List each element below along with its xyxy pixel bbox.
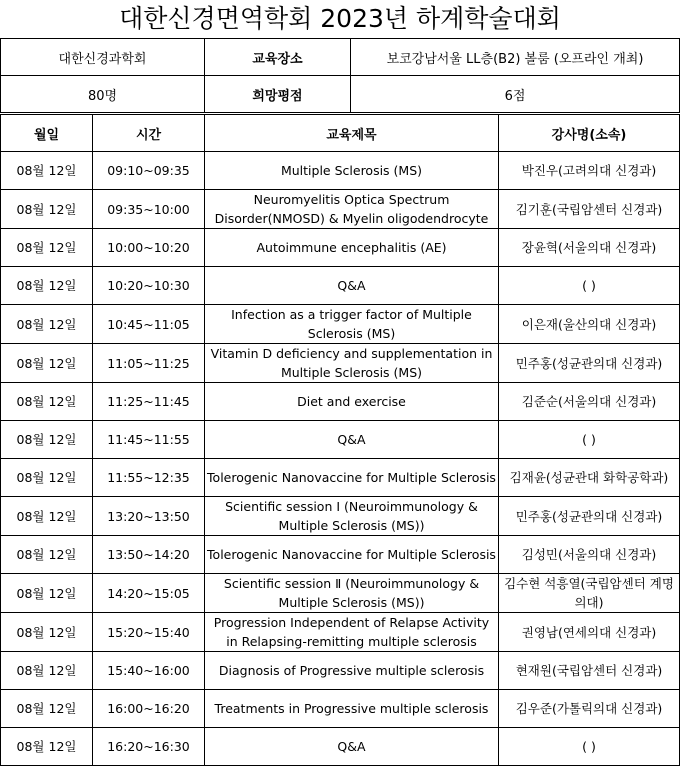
date-cell: 08월 12일 [1, 459, 93, 497]
event-info-table [0, 38, 680, 113]
date-cell: 08월 12일 [1, 613, 93, 652]
page-title: 대한신경면역학회 2023년 하계학술대회 [119, 4, 561, 33]
time-cell: 15:40~16:00 [93, 652, 205, 690]
topic-cell: Q&A [205, 728, 499, 766]
topic-cell: Autoimmune encephalitis (AE) [205, 229, 499, 267]
topic-cell: Progression Independent of Relapse Activity in Relapsing-remitting multiple sclerosis [205, 613, 499, 652]
speaker-cell: 민주홍(성균관의대 신경과) [499, 497, 680, 536]
column-header-time: 시간 [93, 115, 205, 152]
speaker-cell: 김재윤(성균관대 화학공학과) [499, 459, 680, 497]
table-row [1, 229, 680, 267]
topic-cell: Neuromyelitis Optica Spectrum Disorder(NMOSD) & Myelin oligodendrocyte [205, 190, 499, 229]
topic-cell: Diagnosis of Progressive multiple sclerosis [205, 652, 499, 690]
date-cell: 08월 12일 [1, 728, 93, 766]
topic-cell: Scientific session Ⅰ (Neuroimmunology & Multiple Sclerosis (MS)) [205, 497, 499, 536]
location-label: 교육장소 [205, 39, 351, 76]
schedule-table [0, 114, 680, 766]
date-cell: 08월 12일 [1, 652, 93, 690]
time-cell: 16:20~16:30 [93, 728, 205, 766]
table-row [1, 613, 680, 652]
speaker-cell: 현재원(국립암센터 신경과) [499, 652, 680, 690]
info-row-location [1, 39, 680, 76]
date-cell: 08월 12일 [1, 152, 93, 190]
rating-label: 희망평점 [205, 76, 351, 113]
topic-cell: Diet and exercise [205, 383, 499, 421]
time-cell: 11:05~11:25 [93, 344, 205, 383]
date-cell: 08월 12일 [1, 536, 93, 574]
column-header-date: 월일 [1, 115, 93, 152]
speaker-cell: ( ) [499, 421, 680, 459]
column-header-topic: 교육제목 [205, 115, 499, 152]
location-value: 보코강남서울 LL층(B2) 볼룸 (오프라인 개최) [351, 39, 680, 76]
topic-cell: Multiple Sclerosis (MS) [205, 152, 499, 190]
table-row [1, 267, 680, 305]
capacity-value: 80명 [1, 76, 205, 113]
table-row [1, 574, 680, 613]
speaker-cell: 박진우(고려의대 신경과) [499, 152, 680, 190]
time-cell: 13:20~13:50 [93, 497, 205, 536]
date-cell: 08월 12일 [1, 421, 93, 459]
column-header-speaker: 강사명(소속) [499, 115, 680, 152]
organizer-value: 대한신경과학회 [1, 39, 205, 76]
date-cell: 08월 12일 [1, 383, 93, 421]
date-cell: 08월 12일 [1, 344, 93, 383]
topic-cell: Treatments in Progressive multiple sclerosis [205, 690, 499, 728]
time-cell: 10:45~11:05 [93, 305, 205, 344]
topic-cell: Q&A [205, 421, 499, 459]
table-row [1, 421, 680, 459]
speaker-cell: 이은재(울산의대 신경과) [499, 305, 680, 344]
date-cell: 08월 12일 [1, 497, 93, 536]
schedule-header-row [1, 115, 680, 152]
table-row [1, 536, 680, 574]
topic-cell: Infection as a trigger factor of Multiple Sclerosis (MS) [205, 305, 499, 344]
topic-cell: Q&A [205, 267, 499, 305]
speaker-cell: 장윤혁(서울의대 신경과) [499, 229, 680, 267]
time-cell: 16:00~16:20 [93, 690, 205, 728]
schedule-body [1, 152, 680, 766]
time-cell: 10:20~10:30 [93, 267, 205, 305]
speaker-cell: ( ) [499, 267, 680, 305]
speaker-cell: ( ) [499, 728, 680, 766]
date-cell: 08월 12일 [1, 574, 93, 613]
info-row-rating [1, 76, 680, 113]
date-cell: 08월 12일 [1, 190, 93, 229]
table-row [1, 690, 680, 728]
time-cell: 11:25~11:45 [93, 383, 205, 421]
date-cell: 08월 12일 [1, 267, 93, 305]
table-row [1, 652, 680, 690]
date-cell: 08월 12일 [1, 229, 93, 267]
time-cell: 15:20~15:40 [93, 613, 205, 652]
rating-value: 6점 [351, 76, 680, 113]
table-row [1, 305, 680, 344]
table-row [1, 190, 680, 229]
table-row [1, 383, 680, 421]
date-cell: 08월 12일 [1, 305, 93, 344]
topic-cell: Scientific session Ⅱ (Neuroimmunology & Multiple Sclerosis (MS)) [205, 574, 499, 613]
speaker-cell: 김성민(서울의대 신경과) [499, 536, 680, 574]
speaker-cell: 김수현 석흥열(국립암센터 계명의대) [499, 574, 680, 613]
time-cell: 11:55~12:35 [93, 459, 205, 497]
topic-cell: Tolerogenic Nanovaccine for Multiple Sclerosis [205, 536, 499, 574]
table-row [1, 344, 680, 383]
table-row [1, 728, 680, 766]
table-row [1, 497, 680, 536]
speaker-cell: 김기훈(국립암센터 신경과) [499, 190, 680, 229]
topic-cell: Tolerogenic Nanovaccine for Multiple Sclerosis [205, 459, 499, 497]
speaker-cell: 권영남(연세의대 신경과) [499, 613, 680, 652]
speaker-cell: 김준순(서울의대 신경과) [499, 383, 680, 421]
table-row [1, 459, 680, 497]
date-cell: 08월 12일 [1, 690, 93, 728]
table-row [1, 152, 680, 190]
time-cell: 09:10~09:35 [93, 152, 205, 190]
time-cell: 10:00~10:20 [93, 229, 205, 267]
time-cell: 13:50~14:20 [93, 536, 205, 574]
time-cell: 11:45~11:55 [93, 421, 205, 459]
speaker-cell: 김우준(가톨릭의대 신경과) [499, 690, 680, 728]
speaker-cell: 민주홍(성균관의대 신경과) [499, 344, 680, 383]
time-cell: 14:20~15:05 [93, 574, 205, 613]
topic-cell: Vitamin D deficiency and supplementation in Multiple Sclerosis (MS) [205, 344, 499, 383]
time-cell: 09:35~10:00 [93, 190, 205, 229]
